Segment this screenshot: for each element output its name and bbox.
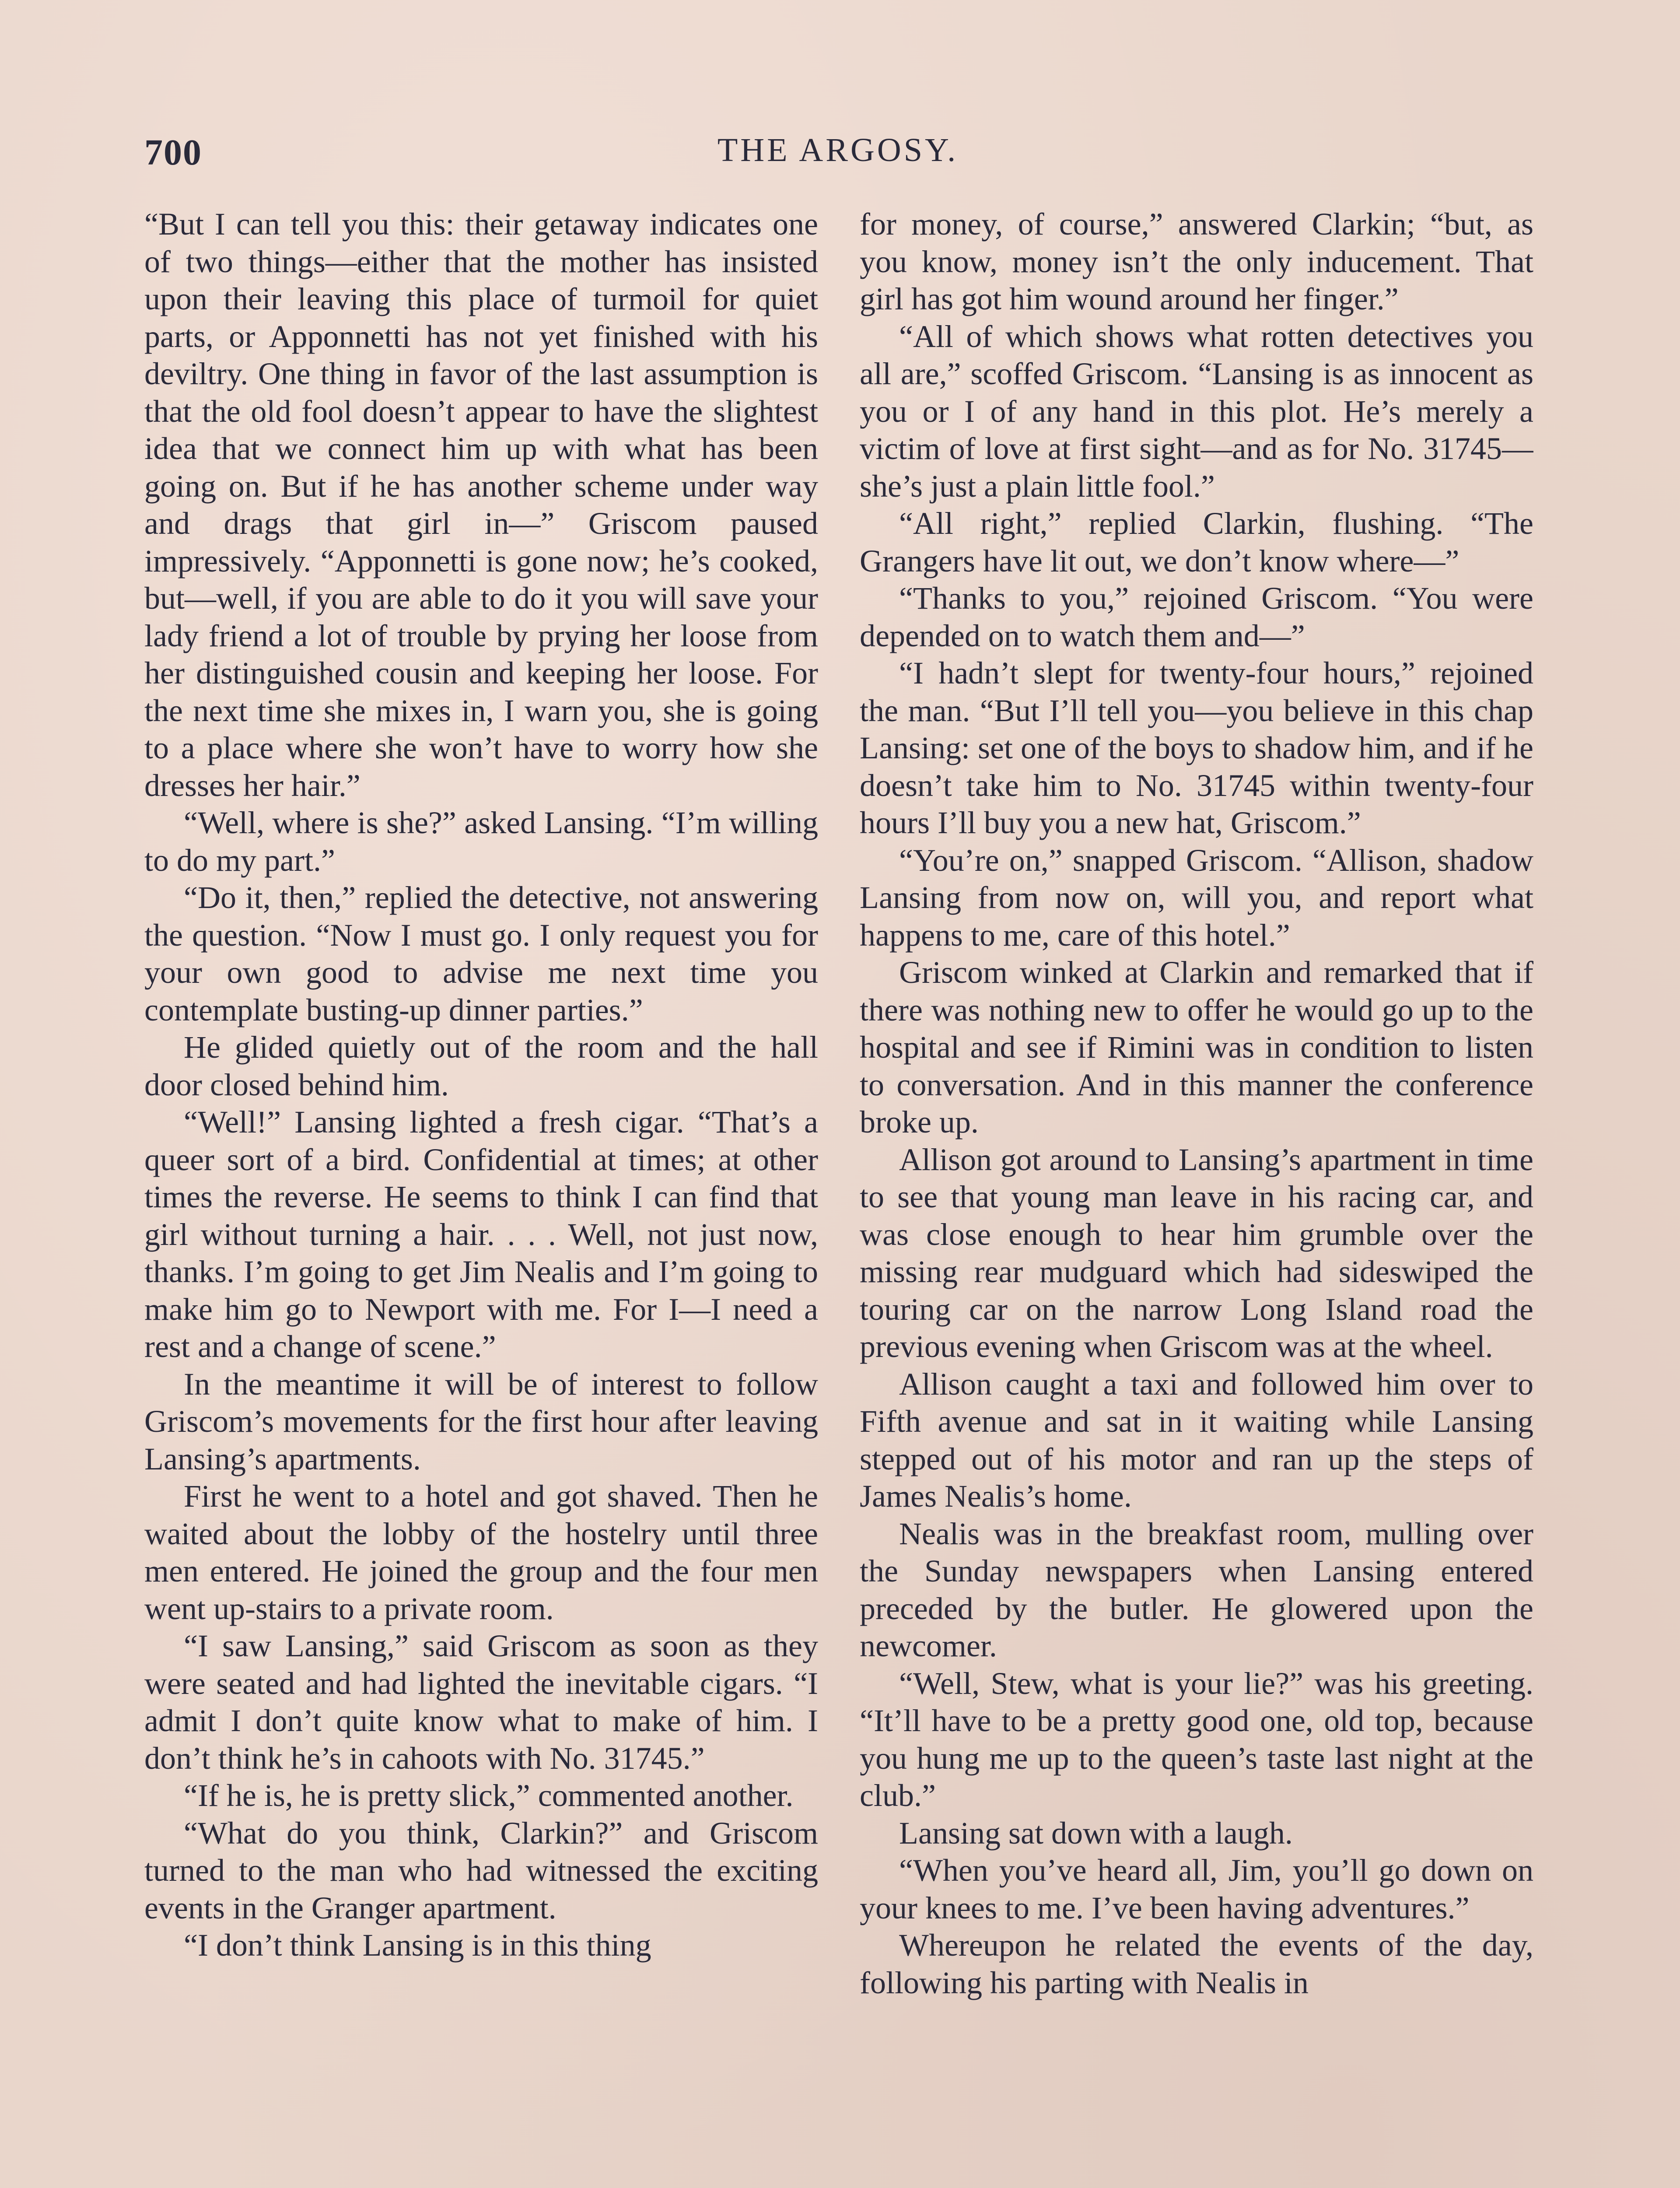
paragraph: Lansing sat down with a laugh.: [899, 1815, 1293, 1851]
paragraph: Allison caught a taxi and followed him over to Fifth avenue and sat in it waiting while Lansing stepped out of his motor and ran up the steps of James Nealis’s home.: [860, 1366, 1533, 1514]
page-number: 700: [144, 132, 202, 173]
paragraph: He glided quietly out of the room and the hall door closed behind him.: [144, 1030, 818, 1102]
paragraph: “All right,” replied Clarkin, flushing. “The Grangers have lit out, we don’t know where—”: [860, 506, 1533, 579]
paragraph: “What do you think, Clarkin?” and Griscom turned to the man who had witnessed the exciting events in the Granger apartment.: [144, 1815, 818, 1925]
page-header: [144, 131, 1531, 184]
paragraph: “If he is, he is pretty slick,” commented another.: [184, 1778, 794, 1813]
paragraph: “Well, Stew, what is your lie?” was his greeting. “It’ll have to be a pretty good one, old top, because you hung me up to the queen’s taste last night at the club.”: [860, 1666, 1533, 1813]
paragraph: First he went to a hotel and got shaved. Then he waited about the lobby of the hostelry until three men entered. He joined the group and the four men went up-stairs to a private room.: [144, 1479, 818, 1626]
paragraph: “Well!” Lansing lighted a fresh cigar. “That’s a queer sort of a bird. Confidential at times; at other times the reverse. He seems to think I can find that girl without turning a hair. . . . Well, not just now, thanks. I’m going to get Jim Nealis and I’m going to make him go to Newport with me. For I—I need a rest and a change of scene.”: [144, 1105, 818, 1364]
paragraph: “Well, where is she?” asked Lansing. “I’m willing to do my part.”: [144, 805, 818, 878]
paragraph: “I saw Lansing,” said Griscom as soon as they were seated and had lighted the inevitable cigars. “I admit I don’t quite know what to make of him. I don’t think he’s in cahoots with No. 31745.”: [144, 1628, 818, 1776]
paragraph: “You’re on,” snapped Griscom. “Allison, shadow Lansing from now on, will you, and report what happens to me, care of this hotel.”: [860, 842, 1533, 953]
paragraph: for money, of course,” answered Clarkin; “but, as you know, money isn’t the only inducement. That girl has got him wound around her finger.”: [860, 207, 1533, 316]
paragraph: “I hadn’t slept for twenty-four hours,” rejoined the man. “But I’ll tell you—you believe in this chap Lansing: set one of the boys to shadow him, and if he doesn’t take him to No. 31745 within twenty-four hours I’ll buy you a new hat, Griscom.”: [860, 656, 1533, 840]
left-column: [144, 206, 818, 2188]
right-column: [860, 206, 1533, 2188]
paragraph: Griscom winked at Clarkin and remarked that if there was nothing new to offer he would go up to the hospital and see if Rimini was in condition to listen to conversation. And in this manner the conference broke up.: [860, 955, 1533, 1140]
paragraph: “When you’ve heard all, Jim, you’ll go down on your knees to me. I’ve been having adventures.”: [860, 1853, 1533, 1925]
paragraph: “Do it, then,” replied the detective, not answering the question. “Now I must go. I only request you for your own good to advise me next time you contemplate busting-up dinner parties.”: [144, 880, 818, 1027]
paragraph: Whereupon he related the events of the day, following his parting with Nealis in: [860, 1928, 1533, 2000]
paragraph: “But I can tell you this: their getaway indicates one of two things—either that the mother has insisted upon their leaving this place of turmoil for quiet parts, or Apponnetti has not yet finished with his deviltry. One thing in favor of the last assumption is that the old fool doesn’t appear to have the slightest idea that we connect him up with what has been going on. But if he has another scheme under way and drags that girl in—” Griscom paused impressively. “Apponnetti is gone now; he’s cooked, but—well, if you are able to do it you will save your lady friend a lot of trouble by prying her loose from her distinguished cousin and keeping her loose. For the next time she mixes in, I warn you, she is going to a place where she won’t have to worry how she dresses her hair.”: [144, 207, 818, 803]
paragraph: In the meantime it will be of interest to follow Griscom’s movements for the first hour after leaving Lansing’s apartments.: [144, 1366, 818, 1476]
paragraph: Allison got around to Lansing’s apartment in time to see that young man leave in his racing car, and was close enough to hear him grumble over the missing rear mudguard which had sideswiped the touring car on the narrow Long Island road the previous evening when Griscom was at the wheel.: [860, 1142, 1533, 1364]
paragraph: “All of which shows what rotten detectives you all are,” scoffed Griscom. “Lansing is as innocent as you or I of any hand in this plot. He’s merely a victim of love at first sight—and as for No. 31745—she’s just a plain little fool.”: [860, 319, 1533, 504]
paragraph: “I don’t think Lansing is in this thing: [184, 1928, 651, 1963]
running-head: THE ARGOSY.: [717, 132, 959, 168]
paragraph: “Thanks to you,” rejoined Griscom. “You were depended on to watch them and—”: [860, 581, 1533, 653]
paragraph: Nealis was in the breakfast room, mulling over the Sunday newspapers when Lansing entered preceded by the butler. He glowered upon the newcomer.: [860, 1516, 1533, 1663]
